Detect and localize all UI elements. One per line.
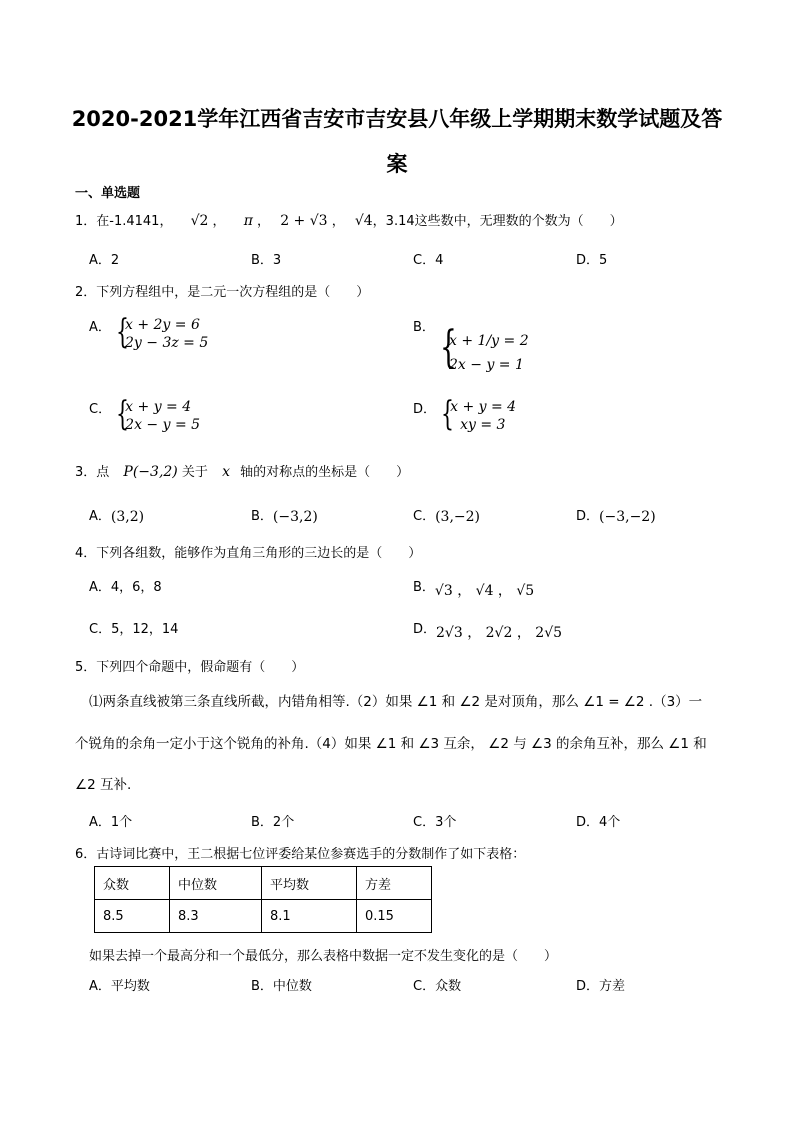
table-cell: 8.1 bbox=[262, 900, 357, 933]
q2-option-d bbox=[413, 394, 517, 434]
q3-c-label: C． bbox=[413, 509, 436, 524]
q3-option-c bbox=[413, 505, 480, 524]
q2-d-label: D． bbox=[413, 402, 437, 417]
q1-option-c: C．4 bbox=[413, 253, 444, 268]
q4-d-label: D． bbox=[413, 622, 437, 637]
table-header-row bbox=[95, 867, 432, 900]
q2-a-eq1: x + 2y = 6 bbox=[125, 317, 200, 333]
q4-b-value: √3 ， √4 ， √5 bbox=[434, 583, 535, 599]
q3-option-a bbox=[89, 505, 144, 524]
q3-stem-b: 关于 bbox=[181, 465, 208, 480]
table-header-cell: 平均数 bbox=[262, 867, 357, 900]
question-5-stem: 5．下列四个命题中，假命题有（ ） bbox=[75, 660, 305, 675]
q5-option-b: B．2个 bbox=[251, 815, 295, 830]
table-header-cell: 方差 bbox=[357, 867, 432, 900]
q5-statement-line2: 个锐角的余角一定小于这个锐角的补角.（4）如果 ∠1 和 ∠3 互余， ∠2 与 ∠3 的余角互补，那么 ∠1 和 bbox=[75, 736, 707, 752]
q6-option-a: A．平均数 bbox=[89, 979, 150, 994]
q2-d-system: { x + y = 4 xy = 3 bbox=[441, 394, 517, 434]
q3-d-label: D． bbox=[576, 509, 600, 524]
q2-d-eq1: x + y = 4 bbox=[450, 399, 517, 415]
q2-c-eq1: x + y = 4 bbox=[125, 399, 192, 415]
q5-option-d: D．4个 bbox=[576, 815, 621, 830]
table-cell: 8.3 bbox=[170, 900, 262, 933]
question-2-stem: 2．下列方程组中，是二元一次方程组的是（ ） bbox=[75, 285, 370, 300]
q3-b-label: B． bbox=[251, 509, 273, 524]
question-4-stem: 4．下列各组数，能够作为直角三角形的三边长的是（ ） bbox=[75, 546, 422, 561]
q2-a-system: { x + 2y = 6 2y − 3z = 5 bbox=[116, 312, 209, 352]
q1-option-a: A．2 bbox=[89, 253, 120, 268]
q2-b-system: { x + 1/y = 2 2x − y = 1 bbox=[440, 328, 529, 376]
q2-c-label: C． bbox=[89, 402, 112, 417]
q1-stem-suffix: ，3.14这些数中，无理数的个数为（ ） bbox=[372, 214, 623, 229]
q2-b-eq1: x + 1/y = 2 bbox=[449, 333, 529, 349]
q3-axis: x bbox=[222, 464, 230, 480]
q2-c-eq2: 2x − y = 5 bbox=[125, 417, 201, 433]
q4-option-b bbox=[413, 576, 535, 599]
doc-title-line1: 2020-2021学年江西省吉安市吉安县八年级上学期期末数学试题及答 bbox=[71, 107, 723, 131]
q5-option-a: A．1个 bbox=[89, 815, 133, 830]
table-cell: 8.5 bbox=[95, 900, 170, 933]
q1-term-sqrt4: √4 bbox=[354, 213, 373, 229]
q2-a-label: A． bbox=[89, 320, 111, 335]
table-header-cell: 众数 bbox=[95, 867, 170, 900]
q1-term-2-plus-sqrt3: 2 + √3 bbox=[280, 213, 328, 229]
section-heading: 一、单选题 bbox=[75, 186, 141, 201]
q2-b-label: B． bbox=[413, 320, 435, 335]
q1-option-b: B．3 bbox=[251, 253, 282, 268]
q4-d-value: 2√3 ， 2√2 ， 2√5 bbox=[436, 625, 563, 641]
table-header-cell: 中位数 bbox=[170, 867, 262, 900]
q3-a-value: (3,2) bbox=[110, 509, 145, 525]
q1-term-pi: π bbox=[243, 213, 253, 229]
q3-option-d bbox=[576, 505, 656, 524]
question-6-stem: 6．古诗词比赛中，王二根据七位评委给某位参赛选手的分数制作了如下表格： bbox=[75, 847, 526, 862]
q3-c-value: (3,−2) bbox=[435, 509, 480, 525]
q4-option-c: C．5，12，14 bbox=[89, 622, 179, 637]
q5-statement-line3: ∠2 互补. bbox=[75, 777, 132, 793]
table-row bbox=[95, 900, 432, 933]
q6-option-c: C．众数 bbox=[413, 979, 462, 994]
q2-option-b bbox=[413, 316, 529, 376]
q3-option-b bbox=[251, 505, 318, 524]
q2-option-c bbox=[89, 394, 201, 434]
q1-stem-prefix: 1．在-1.4141， bbox=[75, 214, 173, 229]
q2-a-eq2: 2y − 3z = 5 bbox=[125, 335, 209, 351]
q5-statement-line1: ⑴两条直线被第三条直线所截，内错角相等.（2）如果 ∠1 和 ∠2 是对顶角，那么 ∠1 = ∠2 .（3）一 bbox=[89, 694, 703, 710]
q1-option-d: D．5 bbox=[576, 253, 608, 268]
score-table bbox=[94, 866, 432, 933]
doc-title-line2: 案 bbox=[386, 152, 408, 176]
q3-stem-c: 轴的对称点的坐标是（ ） bbox=[240, 465, 410, 480]
q3-d-value: (−3,−2) bbox=[599, 509, 656, 525]
q3-a-label: A． bbox=[89, 509, 111, 524]
q2-b-eq2: 2x − y = 1 bbox=[449, 357, 524, 373]
q4-option-d bbox=[413, 618, 563, 641]
q6-follow-up: 如果去掉一个最高分和一个最低分，那么表格中数据一定不发生变化的是（ ） bbox=[89, 949, 558, 964]
q5-option-c: C．3个 bbox=[413, 815, 457, 830]
table-cell: 0.15 bbox=[357, 900, 432, 933]
q4-b-label: B． bbox=[413, 580, 435, 595]
q3-b-value: (−3,2) bbox=[272, 509, 318, 525]
q2-d-eq2: xy = 3 bbox=[460, 417, 506, 433]
question-3-stem bbox=[75, 461, 409, 480]
q6-option-d: D．方差 bbox=[576, 979, 626, 994]
q2-option-a bbox=[89, 312, 209, 352]
q2-c-system: { x + y = 4 2x − y = 5 bbox=[116, 394, 201, 434]
q6-option-b: B．中位数 bbox=[251, 979, 312, 994]
q3-stem-a: 3．点 bbox=[75, 465, 110, 480]
q4-option-a: A．4，6，8 bbox=[89, 580, 162, 595]
question-1-stem: 1．在-1.4141， √2 ， π ， 2 + √3 ， √4，3.14这些数中，无理数的个数为（ ） bbox=[75, 213, 623, 229]
q1-term-sqrt2: √2 bbox=[190, 213, 209, 229]
q3-point: P(−3,2) bbox=[123, 464, 178, 480]
